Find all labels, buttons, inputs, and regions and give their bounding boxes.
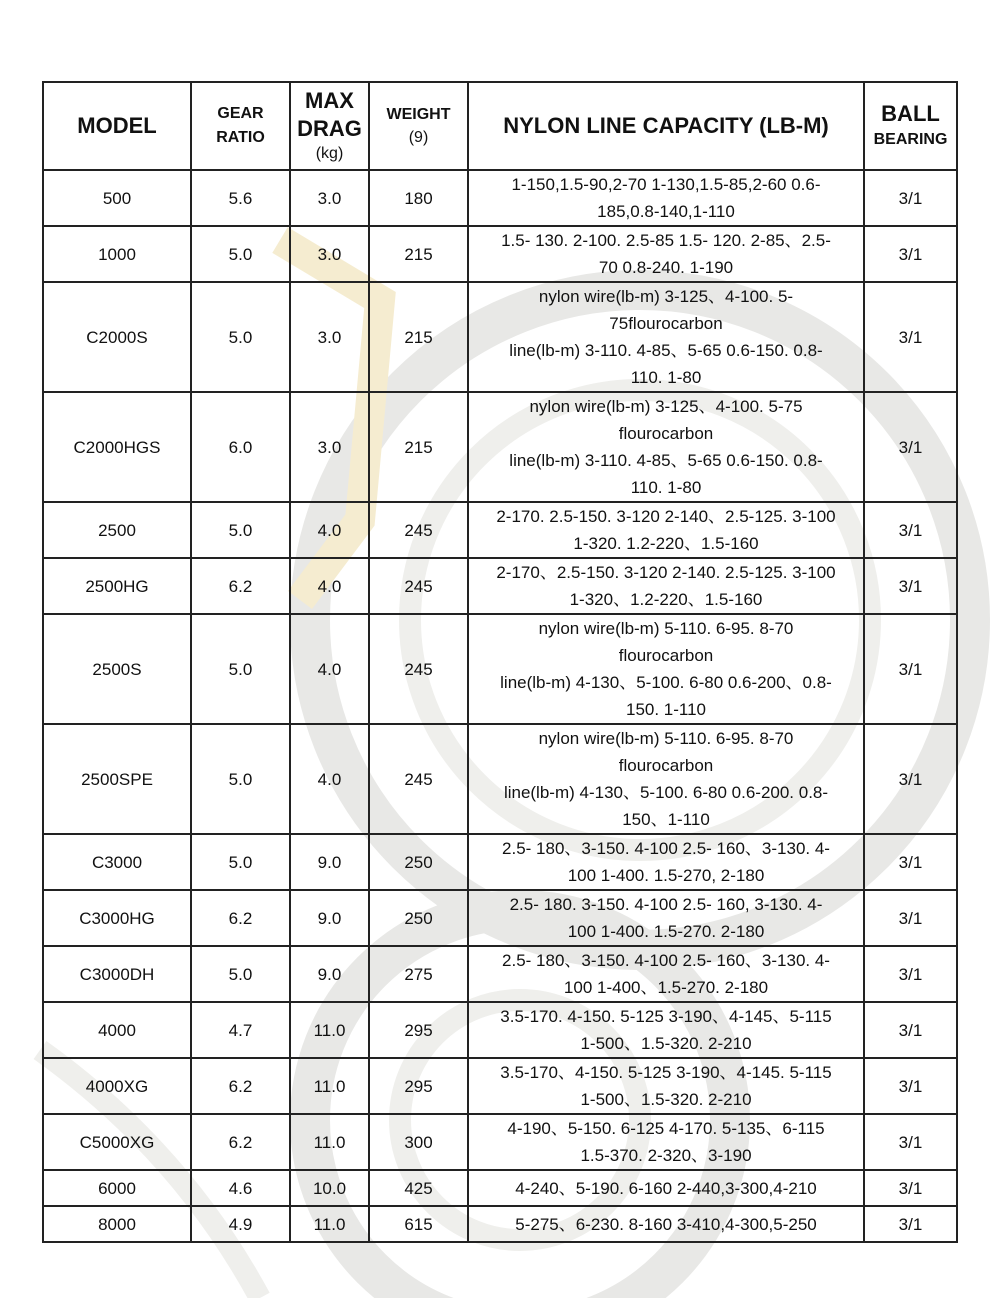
line-capacity-text: nylon wire(lb-m) 3-125、4-100. 5-	[538, 287, 794, 306]
line-capacity-text: flourocarbon	[618, 756, 714, 775]
gear-ratio-cell: 4.6	[191, 1170, 290, 1206]
ball-bearing-cell: 3/1	[864, 834, 957, 890]
line-capacity-text: flourocarbon	[618, 646, 714, 665]
line-capacity-text: 3.5-170. 4-150. 5-125 3-190、4-145、5-115	[500, 1007, 832, 1026]
line-capacity-cell	[468, 1206, 864, 1242]
line-capacity-text: 3.5-170、4-150. 5-125 3-190、4-145. 5-115	[500, 1063, 832, 1082]
header-weight: WEIGHT (9)	[369, 82, 468, 170]
line-capacity-text: 70 0.8-240. 1-190	[598, 258, 734, 277]
line-capacity-text: 1-320. 1.2-220、1.5-160	[573, 534, 759, 553]
max-drag-cell: 3.0	[290, 392, 369, 502]
line-capacity-text: 1-500、1.5-320. 2-210	[580, 1090, 752, 1109]
ball-bearing-cell: 3/1	[864, 1206, 957, 1242]
model-cell: 6000	[43, 1170, 191, 1206]
line-capacity-text: line(lb-m) 4-130、5-100. 6-80 0.6-200. 0.8-	[503, 783, 829, 802]
max-drag-cell: 3.0	[290, 170, 369, 226]
line-capacity-cell	[468, 282, 864, 392]
line-capacity-cell	[468, 946, 864, 1002]
ball-bearing-cell: 3/1	[864, 1170, 957, 1206]
line-capacity-text: 150、1-110	[622, 810, 710, 829]
gear-ratio-cell: 6.2	[191, 890, 290, 946]
model-cell: 4000	[43, 1002, 191, 1058]
header-gear-ratio: GEAR RATIO	[191, 82, 290, 170]
table-row	[43, 614, 957, 724]
line-capacity-cell	[468, 1114, 864, 1170]
line-capacity-text: 100 1-400. 1.5-270. 2-180	[567, 922, 765, 941]
max-drag-cell: 4.0	[290, 724, 369, 834]
weight-cell: 245	[369, 558, 468, 614]
table-row	[43, 1058, 957, 1114]
weight-cell: 180	[369, 170, 468, 226]
weight-cell: 250	[369, 834, 468, 890]
table-row	[43, 558, 957, 614]
table-row	[43, 392, 957, 502]
model-cell: 2500S	[43, 614, 191, 724]
ball-bearing-cell: 3/1	[864, 724, 957, 834]
model-cell: C3000HG	[43, 890, 191, 946]
line-capacity-cell	[468, 226, 864, 282]
gear-ratio-cell: 5.0	[191, 724, 290, 834]
line-capacity-text: 1.5- 130. 2-100. 2.5-85 1.5- 120. 2-85、2.5-	[501, 231, 831, 250]
line-capacity-text: 100 1-400、1.5-270. 2-180	[563, 978, 769, 997]
model-cell: 1000	[43, 226, 191, 282]
max-drag-cell: 9.0	[290, 834, 369, 890]
line-capacity-text: 185,0.8-140,1-110	[597, 202, 735, 221]
line-capacity-cell	[468, 614, 864, 724]
gear-ratio-cell: 5.0	[191, 226, 290, 282]
header-model: MODEL	[43, 82, 191, 170]
line-capacity-text: nylon wire(lb-m) 5-110. 6-95. 8-70	[538, 729, 794, 748]
table-row	[43, 1002, 957, 1058]
line-capacity-text: nylon wire(lb-m) 5-110. 6-95. 8-70	[538, 619, 794, 638]
line-capacity-text: nylon wire(lb-m) 3-125、4-100. 5-75	[529, 397, 803, 416]
line-capacity-cell	[468, 724, 864, 834]
table-row	[43, 226, 957, 282]
line-capacity-cell	[468, 1058, 864, 1114]
model-cell: C5000XG	[43, 1114, 191, 1170]
line-capacity-text: 110. 1-80	[630, 368, 702, 387]
gear-ratio-cell: 5.6	[191, 170, 290, 226]
header-line-capacity: NYLON LINE CAPACITY (LB-M)	[468, 82, 864, 170]
line-capacity-text: 2.5- 180. 3-150. 4-100 2.5- 160, 3-130. 4-	[509, 895, 823, 914]
line-capacity-text: 2-170、2.5-150. 3-120 2-140. 2.5-125. 3-100	[496, 563, 836, 582]
gear-ratio-cell: 6.2	[191, 558, 290, 614]
ball-bearing-cell: 3/1	[864, 558, 957, 614]
max-drag-cell: 4.0	[290, 502, 369, 558]
model-cell: 4000XG	[43, 1058, 191, 1114]
line-capacity-cell	[468, 558, 864, 614]
ball-bearing-cell: 3/1	[864, 226, 957, 282]
line-capacity-cell	[468, 890, 864, 946]
line-capacity-text: line(lb-m) 3-110. 4-85、5-65 0.6-150. 0.8-	[509, 341, 823, 360]
ball-bearing-cell: 3/1	[864, 1114, 957, 1170]
model-cell: 2500SPE	[43, 724, 191, 834]
ball-bearing-cell: 3/1	[864, 170, 957, 226]
table-row	[43, 1170, 957, 1206]
gear-ratio-cell: 5.0	[191, 834, 290, 890]
ball-bearing-cell: 3/1	[864, 282, 957, 392]
table-row	[43, 282, 957, 392]
max-drag-cell: 9.0	[290, 946, 369, 1002]
weight-cell: 245	[369, 724, 468, 834]
line-capacity-cell	[468, 392, 864, 502]
table-row	[43, 834, 957, 890]
gear-ratio-cell: 5.0	[191, 282, 290, 392]
model-cell: 500	[43, 170, 191, 226]
line-capacity-text: 1-150,1.5-90,2-70 1-130,1.5-85,2-60 0.6-	[511, 175, 821, 194]
line-capacity-text: 150. 1-110	[625, 700, 707, 719]
line-capacity-cell	[468, 170, 864, 226]
line-capacity-text: 5-275、6-230. 8-160 3-410,4-300,5-250	[515, 1214, 817, 1234]
table-row	[43, 724, 957, 834]
model-cell: C3000DH	[43, 946, 191, 1002]
ball-bearing-cell: 3/1	[864, 614, 957, 724]
line-capacity-cell	[468, 502, 864, 558]
max-drag-cell: 10.0	[290, 1170, 369, 1206]
max-drag-cell: 11.0	[290, 1002, 369, 1058]
line-capacity-text: 4-190、5-150. 6-125 4-170. 5-135、6-115	[507, 1119, 825, 1138]
weight-cell: 300	[369, 1114, 468, 1170]
weight-cell: 250	[369, 890, 468, 946]
ball-bearing-cell: 3/1	[864, 890, 957, 946]
gear-ratio-cell: 5.0	[191, 614, 290, 724]
gear-ratio-cell: 5.0	[191, 946, 290, 1002]
gear-ratio-cell: 6.2	[191, 1058, 290, 1114]
ball-bearing-cell: 3/1	[864, 392, 957, 502]
line-capacity-text: line(lb-m) 3-110. 4-85、5-65 0.6-150. 0.8-	[509, 451, 823, 470]
line-capacity-text: flourocarbon	[618, 424, 714, 443]
weight-cell: 295	[369, 1002, 468, 1058]
max-drag-cell: 4.0	[290, 558, 369, 614]
line-capacity-text: 2.5- 180、3-150. 4-100 2.5- 160、3-130. 4-	[502, 951, 830, 970]
max-drag-cell: 4.0	[290, 614, 369, 724]
table-row	[43, 1206, 957, 1242]
reel-spec-table	[42, 81, 958, 1243]
line-capacity-text: 4-240、5-190. 6-160 2-440,3-300,4-210	[515, 1178, 817, 1198]
line-capacity-text: 1-320、1.2-220、1.5-160	[569, 590, 763, 609]
weight-cell: 245	[369, 614, 468, 724]
line-capacity-text: 1.5-370. 2-320、3-190	[580, 1146, 752, 1165]
table-row	[43, 170, 957, 226]
weight-cell: 295	[369, 1058, 468, 1114]
model-cell: C2000S	[43, 282, 191, 392]
model-cell: 8000	[43, 1206, 191, 1242]
gear-ratio-cell: 4.7	[191, 1002, 290, 1058]
line-capacity-text: 2-170. 2.5-150. 3-120 2-140、2.5-125. 3-100	[496, 507, 836, 526]
header-row	[43, 82, 957, 170]
weight-cell: 245	[369, 502, 468, 558]
line-capacity-text: 100 1-400. 1.5-270, 2-180	[567, 866, 765, 885]
gear-ratio-cell: 5.0	[191, 502, 290, 558]
table-body	[43, 170, 957, 1242]
weight-cell: 215	[369, 392, 468, 502]
max-drag-cell: 11.0	[290, 1114, 369, 1170]
header-ball-bearing: BALL BEARING	[864, 82, 957, 170]
gear-ratio-cell: 4.9	[191, 1206, 290, 1242]
gear-ratio-cell: 6.2	[191, 1114, 290, 1170]
weight-cell: 215	[369, 226, 468, 282]
line-capacity-text: 75flourocarbon	[609, 314, 723, 333]
table-row	[43, 1114, 957, 1170]
line-capacity-cell	[468, 834, 864, 890]
ball-bearing-cell: 3/1	[864, 946, 957, 1002]
max-drag-cell: 11.0	[290, 1058, 369, 1114]
weight-cell: 615	[369, 1206, 468, 1242]
max-drag-cell: 3.0	[290, 226, 369, 282]
model-cell: 2500	[43, 502, 191, 558]
line-capacity-text: 1-500、1.5-320. 2-210	[580, 1034, 752, 1053]
table-row	[43, 502, 957, 558]
model-cell: C3000	[43, 834, 191, 890]
max-drag-cell: 3.0	[290, 282, 369, 392]
ball-bearing-cell: 3/1	[864, 502, 957, 558]
line-capacity-text: 2.5- 180、3-150. 4-100 2.5- 160、3-130. 4-	[502, 839, 830, 858]
model-cell: C2000HGS	[43, 392, 191, 502]
ball-bearing-cell: 3/1	[864, 1058, 957, 1114]
weight-cell: 215	[369, 282, 468, 392]
weight-cell: 275	[369, 946, 468, 1002]
max-drag-cell: 11.0	[290, 1206, 369, 1242]
max-drag-cell: 9.0	[290, 890, 369, 946]
line-capacity-cell	[468, 1170, 864, 1206]
header-max-drag: MAX DRAG (kg)	[290, 82, 369, 170]
model-cell: 2500HG	[43, 558, 191, 614]
line-capacity-cell	[468, 1002, 864, 1058]
weight-cell: 425	[369, 1170, 468, 1206]
gear-ratio-cell: 6.0	[191, 392, 290, 502]
ball-bearing-cell: 3/1	[864, 1002, 957, 1058]
table-row	[43, 890, 957, 946]
line-capacity-text: 110. 1-80	[630, 478, 702, 497]
line-capacity-text: line(lb-m) 4-130、5-100. 6-80 0.6-200、0.8-	[500, 673, 832, 692]
table-row	[43, 946, 957, 1002]
